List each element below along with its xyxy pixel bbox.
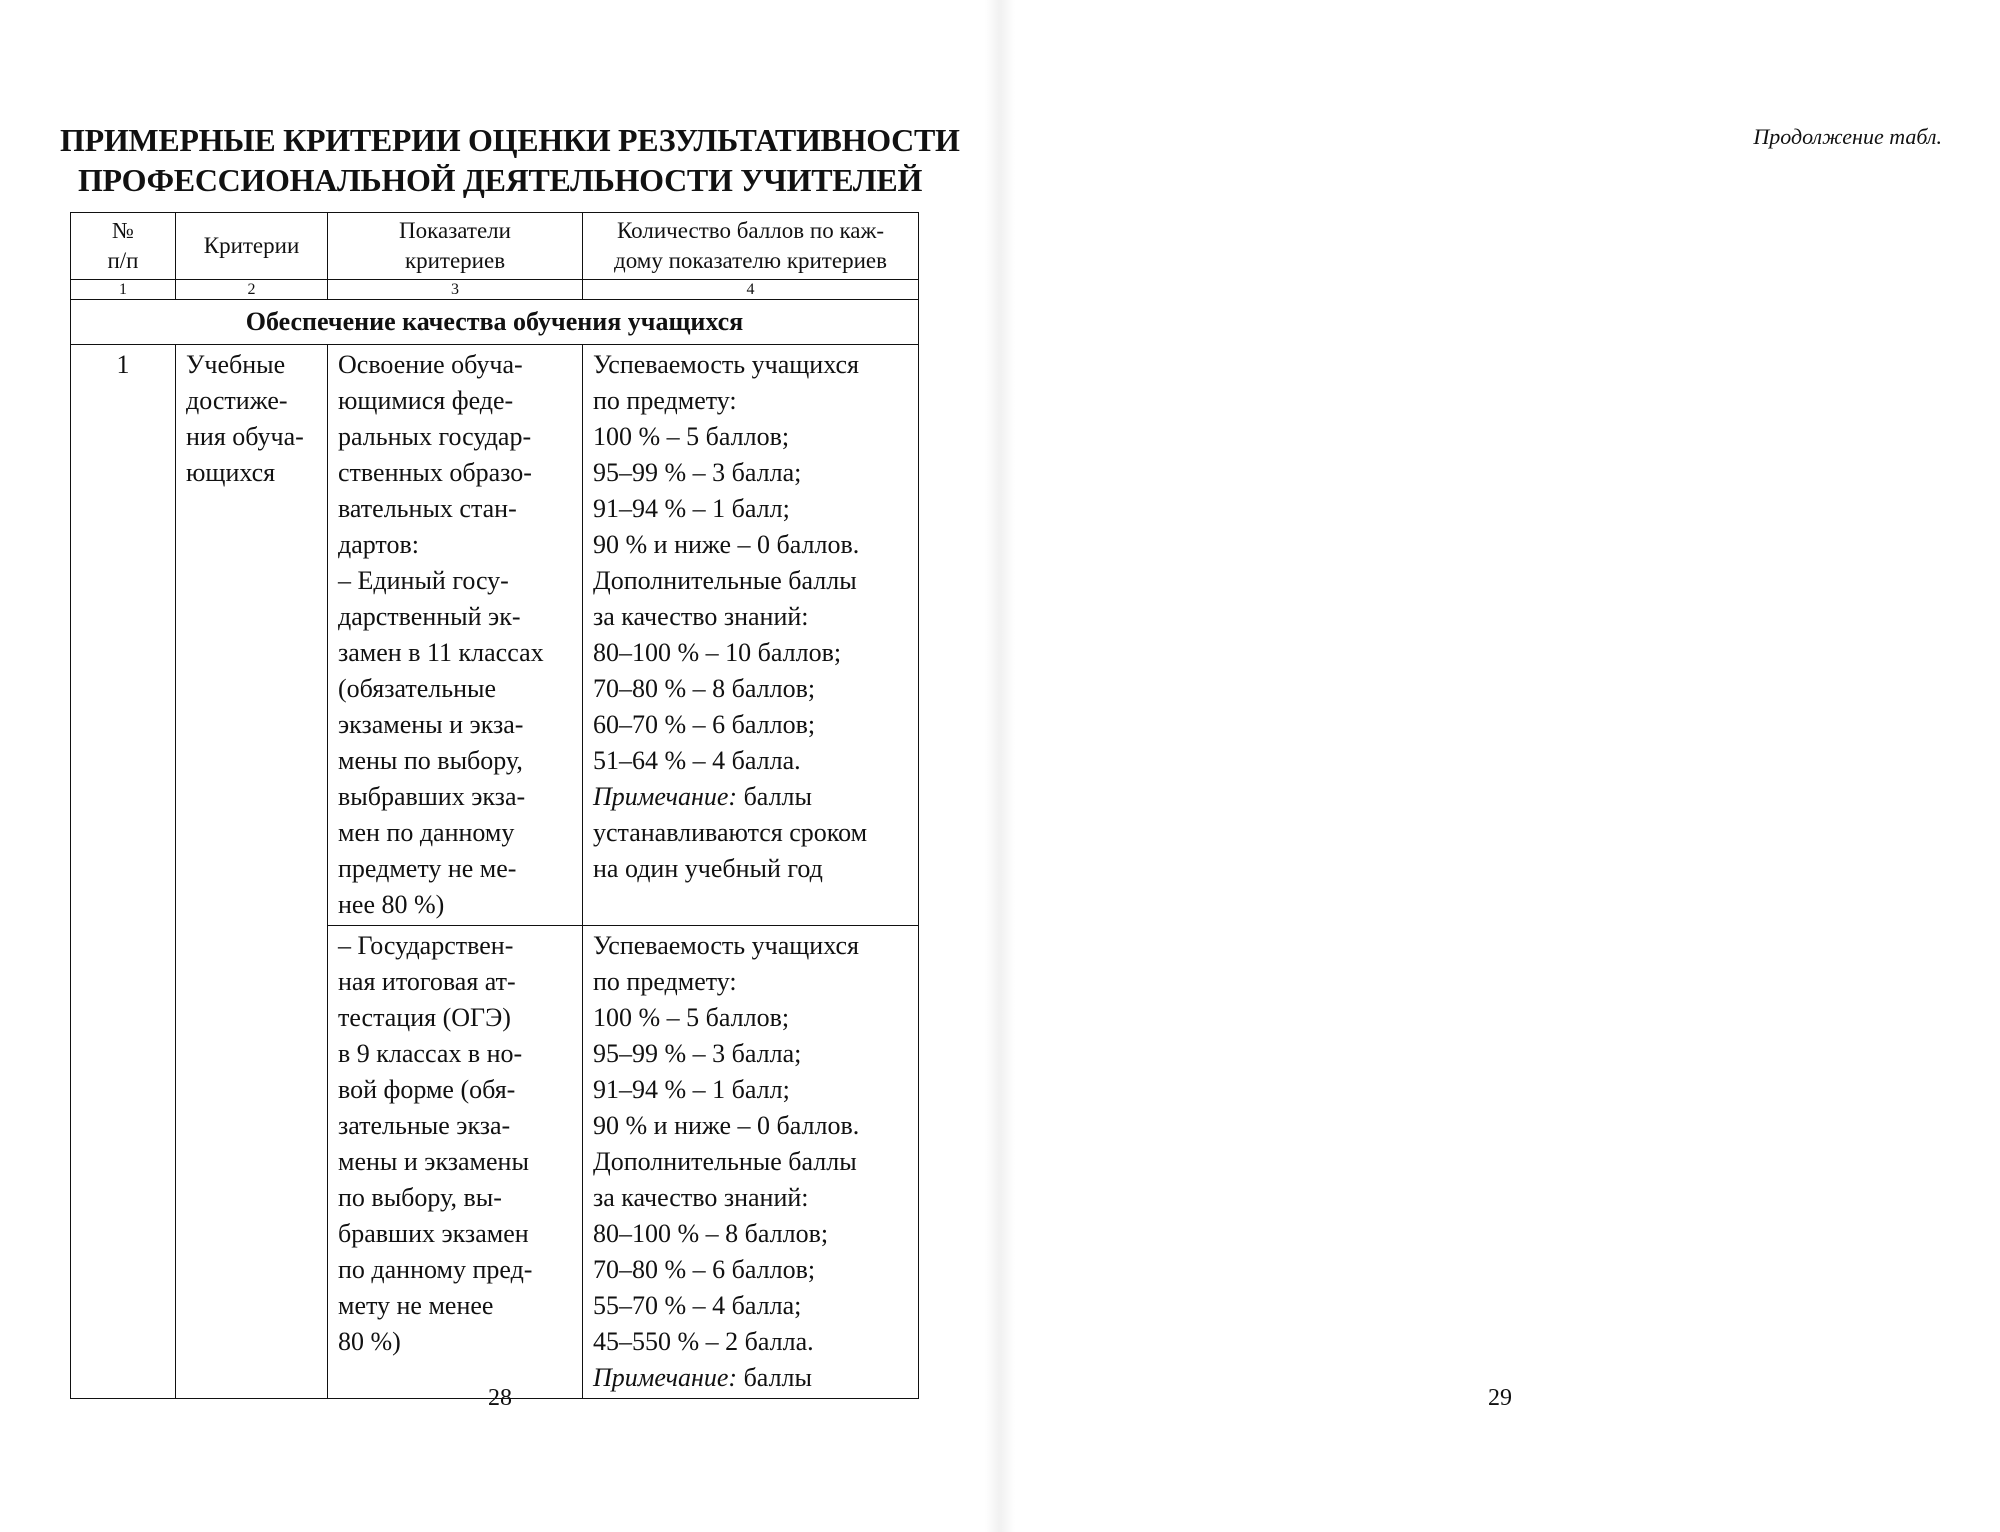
text-line: ющихся xyxy=(186,458,276,487)
text-line: по данному пред- xyxy=(338,1255,533,1284)
text-line: на один учебный год xyxy=(593,854,823,883)
text-line: мен по данному xyxy=(338,818,515,847)
note-line xyxy=(593,779,908,815)
criteria-cell xyxy=(176,345,328,1399)
text-line: вательных стан- xyxy=(338,494,517,523)
text-line: ральных государ- xyxy=(338,422,532,451)
column-number: 1 xyxy=(71,280,176,300)
text-line: мены по выбору, xyxy=(338,746,523,775)
text-line: 80 %) xyxy=(338,1327,401,1356)
text-line: ственных образо- xyxy=(338,458,532,487)
text-line: 95–99 % – 3 балла; xyxy=(593,1039,802,1068)
text-line: Дополнительные баллы xyxy=(593,1147,857,1176)
text-line: 80–100 % – 10 баллов; xyxy=(593,638,842,667)
text-line: 91–94 % – 1 балл; xyxy=(593,494,790,523)
text-line: 70–80 % – 6 баллов; xyxy=(593,1255,816,1284)
text-line: выбравших экза- xyxy=(338,782,526,811)
text-line: ния обуча- xyxy=(186,422,304,451)
text-line: в 9 классах в но- xyxy=(338,1039,523,1068)
text-line: 70–80 % – 8 баллов; xyxy=(593,674,816,703)
criteria-table xyxy=(70,212,919,1399)
text-line: нее 80 %) xyxy=(338,890,445,919)
text-line: 91–94 % – 1 балл; xyxy=(593,1075,790,1104)
column-number-row xyxy=(71,280,919,300)
text-line: дарственный эк- xyxy=(338,602,521,631)
text-line: вой форме (обя- xyxy=(338,1075,516,1104)
header-text: п/п xyxy=(107,248,139,273)
note-text: баллы xyxy=(737,1363,812,1392)
text-line: достиже- xyxy=(186,386,288,415)
text-line: мету не менее xyxy=(338,1291,494,1320)
text-line: замен в 11 классах xyxy=(338,638,544,667)
text-line: Дополнительные баллы xyxy=(593,566,857,595)
text-line: тестация (ОГЭ) xyxy=(338,1003,511,1032)
table-title xyxy=(60,120,960,200)
text-line: Успеваемость учащихся xyxy=(593,350,859,379)
indicator-cell xyxy=(328,926,583,1399)
title-line: ПРОФЕССИОНАЛЬНОЙ ДЕЯТЕЛЬНОСТИ УЧИТЕЛЕЙ xyxy=(77,162,923,198)
note-label: Примечание: xyxy=(593,782,738,811)
column-number: 2 xyxy=(176,280,328,300)
text-line: за качество знаний: xyxy=(593,1183,809,1212)
section-title: Обеспечение качества обучения учащихся xyxy=(71,300,919,345)
section-row xyxy=(71,300,919,345)
header-cell-criteria xyxy=(176,213,328,280)
text-line: мены и экзамены xyxy=(338,1147,529,1176)
page-number: 28 xyxy=(488,1385,512,1411)
text-line: Учебные xyxy=(186,350,286,379)
text-line: – Единый госу- xyxy=(338,566,509,595)
points-cell xyxy=(583,345,919,926)
text-line: по предмету: xyxy=(593,386,737,415)
text-line: дартов: xyxy=(338,530,419,559)
continuation-label: Продолжение табл. xyxy=(1753,124,1942,149)
text-line: Освоение обуча- xyxy=(338,350,523,379)
text-line: 90 % и ниже – 0 баллов. xyxy=(593,1111,860,1140)
text-line: 90 % и ниже – 0 баллов. xyxy=(593,530,860,559)
header-cell-number xyxy=(71,213,176,280)
text-line: 51–64 % – 4 балла. xyxy=(593,746,801,775)
text-line: 100 % – 5 баллов; xyxy=(593,422,790,451)
header-text: Количество баллов по каж- xyxy=(616,218,885,243)
text-line: Успеваемость учащихся xyxy=(593,931,859,960)
table-header-row xyxy=(71,213,919,280)
column-number: 4 xyxy=(583,280,919,300)
text-line: за качество знаний: xyxy=(593,602,809,631)
text-line: по выбору, вы- xyxy=(338,1183,502,1212)
text-line: по предмету: xyxy=(593,967,737,996)
text-line: 60–70 % – 6 баллов; xyxy=(593,710,816,739)
note-label: Примечание: xyxy=(593,1363,738,1392)
text-line: предмету не ме- xyxy=(338,854,517,883)
column-number: 3 xyxy=(328,280,583,300)
header-text: № xyxy=(112,218,134,243)
text-line: 95–99 % – 3 балла; xyxy=(593,458,802,487)
text-line: 80–100 % – 8 баллов; xyxy=(593,1219,829,1248)
text-line: ная итоговая ат- xyxy=(338,967,516,996)
header-cell-indicators xyxy=(328,213,583,280)
text-line: экзамены и экза- xyxy=(338,710,524,739)
text-line: зательные экза- xyxy=(338,1111,511,1140)
indicator-cell xyxy=(328,345,583,926)
right-page xyxy=(1000,0,2000,1532)
header-cell-points xyxy=(583,213,919,280)
text-line: 55–70 % – 4 балла; xyxy=(593,1291,802,1320)
text-line: 100 % – 5 баллов; xyxy=(593,1003,790,1032)
text-line: бравших экзамен xyxy=(338,1219,529,1248)
page-number: 29 xyxy=(1488,1385,1512,1411)
header-text: критериев xyxy=(404,248,506,273)
text-line: (обязательные xyxy=(338,674,496,703)
title-line: ПРИМЕРНЫЕ КРИТЕРИИ ОЦЕНКИ РЕЗУЛЬТАТИВНОСТИ xyxy=(60,122,960,158)
text-line: 45–550 % – 2 балла. xyxy=(593,1327,814,1356)
row-number: 1 xyxy=(71,345,176,1399)
text-line: – Государствен- xyxy=(338,931,514,960)
header-text: дому показателю критериев xyxy=(614,248,887,273)
text-line: ющимися феде- xyxy=(338,386,514,415)
header-text: Показатели xyxy=(399,218,511,243)
table-row xyxy=(71,345,919,926)
header-text: Критерии xyxy=(203,233,300,258)
text-line: устанавливаются сроком xyxy=(593,818,868,847)
points-cell xyxy=(583,926,919,1399)
note-text: баллы xyxy=(737,782,812,811)
